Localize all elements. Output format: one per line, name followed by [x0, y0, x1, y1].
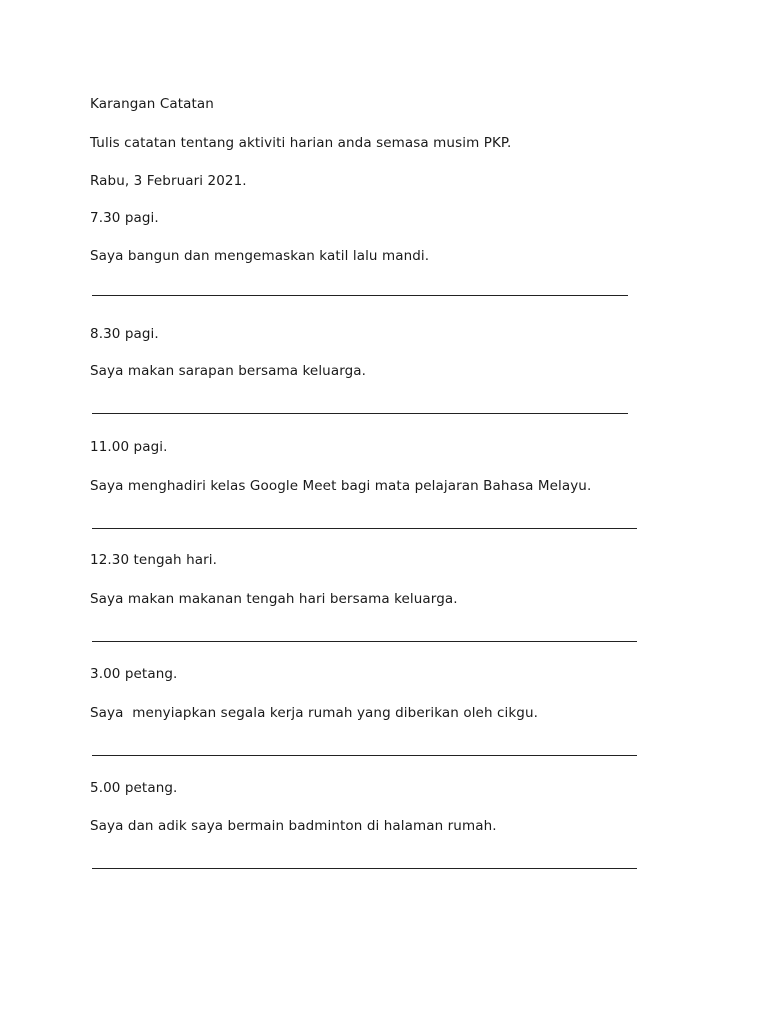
writing-line — [92, 641, 637, 642]
writing-line — [92, 295, 628, 296]
entry-time: 8.30 pagi. — [90, 326, 159, 342]
entry-activity: Saya makan sarapan bersama keluarga. — [90, 363, 367, 379]
entry-time: 11.00 pagi. — [90, 439, 168, 455]
entry-time: 5.00 petang. — [90, 780, 178, 796]
entry-activity: Saya menghadiri kelas Google Meet bagi mata pelajaran Bahasa Melayu. — [90, 478, 592, 494]
entry-time: 12.30 tengah hari. — [90, 552, 218, 568]
writing-line — [92, 868, 637, 869]
document-title: Karangan Catatan — [90, 96, 214, 112]
entry-activity: Saya dan adik saya bermain badminton di halaman rumah. — [90, 818, 497, 834]
entry-date: Rabu, 3 Februari 2021. — [90, 173, 247, 189]
writing-line — [92, 528, 637, 529]
writing-line — [92, 413, 628, 414]
entry-time: 7.30 pagi. — [90, 210, 159, 226]
instruction-text: Tulis catatan tentang aktiviti harian anda semasa musim PKP. — [90, 135, 512, 151]
entry-time: 3.00 petang. — [90, 666, 178, 682]
entry-activity: Saya makan makanan tengah hari bersama keluarga. — [90, 591, 458, 607]
writing-line — [92, 755, 637, 756]
entry-activity: Saya menyiapkan segala kerja rumah yang diberikan oleh cikgu. — [90, 705, 539, 721]
entry-activity: Saya bangun dan mengemaskan katil lalu mandi. — [90, 248, 430, 264]
